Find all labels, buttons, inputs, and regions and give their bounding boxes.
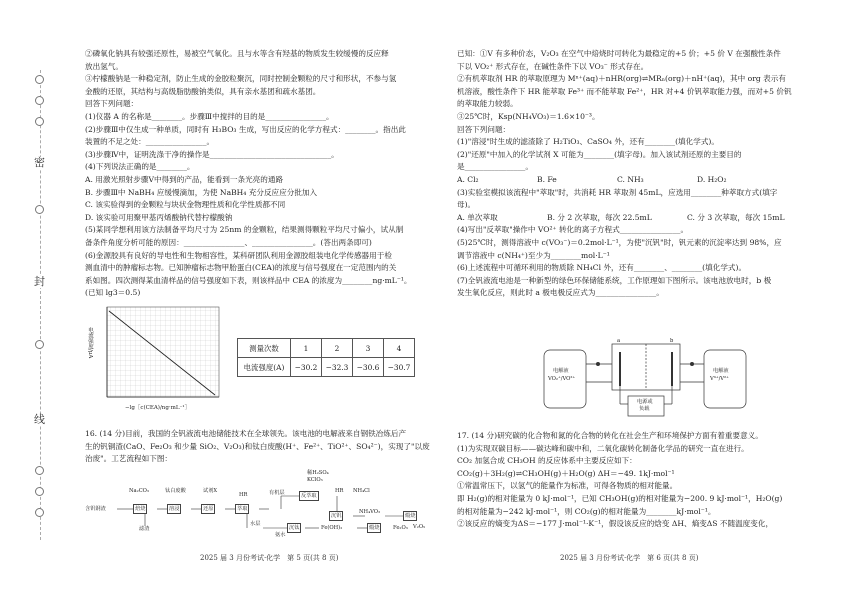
text-line: 的萃取能力较弱。 (457, 99, 518, 109)
left-tank-ions: VO₂⁺/VO²⁺ (548, 376, 576, 382)
text-line: 测血清中的肿瘤标志物。已知肿瘤标志物甲胎蛋白(CEA)的浓度与信号强度在一定范围内的关 (85, 263, 397, 273)
flow-label: Fe(OH)₂ (321, 525, 343, 531)
flow-step: 煅烧 (405, 513, 416, 519)
margin-char-line: 线 (34, 413, 45, 426)
table-cell: 测量次数 (238, 339, 291, 358)
table-cell: 电流强度(A) (238, 358, 291, 377)
text-line: 装置的不足之处：________________。 (85, 137, 215, 147)
text-line: (6)金源胶具有良好的导电性和生物相容性，某科研团队利用金源胶组装电化学传感器用于检 (85, 250, 392, 260)
flow-label: NH₄Cl (353, 488, 370, 494)
text-line: (5)25℃时，测得溶液中 c(VO₃⁻)＝0.2mol·L⁻¹，为使"沉钒"时，钒元素的沉淀率达到 98%，应 (457, 237, 782, 247)
binding-hole (35, 117, 44, 126)
text-line: 生的钒铜渣(CaO、Fe₂O₃ 和少量 SiO₂、V₂O₃)和钛白废酸(H⁺、Fe²⁺、TiO²⁺、SO₄²⁻)，实现了"以废 (85, 441, 430, 451)
flow-step: 萃取 (237, 506, 248, 512)
text-line: ②磷氧化钠具有较强还原性，易被空气氧化。且与水等含有羟基的物质发生较缓慢的反应释 (85, 49, 389, 58)
binding-hole (35, 466, 44, 475)
text-line: ③25℃时，Ksp(NH₄VO₃)＝1.6×10⁻³。 (457, 111, 600, 121)
flow-label: 水层 (250, 521, 261, 527)
binding-hole (35, 487, 44, 496)
left-column (85, 48, 430, 300)
chart-grid (107, 307, 219, 397)
text-line: ③柠檬酸钠是一种稳定剂，防止生成的金胶粒聚沉，同时控制金颗粒的尺寸和形状，不参与氢 (85, 74, 397, 84)
table-row (238, 339, 415, 358)
binding-margin (0, 0, 64, 592)
table-cell: −30.7 (384, 358, 415, 377)
text-line: 系如图。四次测得某血清样品的信号强度如下表，则该样品中 CEA 的浓度为________ng·mL⁻¹。 (85, 275, 412, 285)
right-column (457, 48, 832, 300)
flow-battery-diagram (540, 338, 750, 420)
flow-step: 沉钛 (289, 525, 300, 531)
text-line: 是________________。 (457, 162, 533, 172)
binding-hole (35, 96, 44, 105)
text-line: (2)步骤Ⅲ中仅生成一种单质，同时有 H₃BO₃ 生成，写出反应的化学方程式：________。指出此 (85, 124, 406, 134)
table-cell: 4 (384, 339, 415, 358)
flow-label: NH₄VO₃ (359, 509, 381, 515)
flow-label: 氨水 (275, 532, 286, 538)
margin-char-seal: 密 (34, 156, 45, 169)
option-d: D. H₂O₂ (697, 174, 727, 184)
chart-y-label: 电流强度/μA (87, 327, 93, 359)
text-line: ②有机萃取剂 HR 的萃取原理为 Mⁿ⁺(aq)＋nHR(org)⇌MRₙ(org)＋nH⁺(aq)，其中 org 表示有 (457, 74, 786, 84)
text-line: 机溶液，酸性条件下 HR 能萃取 Fe³⁺ 而不能萃取 Fe²⁺，HR 对+4 价钒萃取能力强，而对+5 价钒 (457, 86, 792, 96)
electrode-a-label: a (617, 338, 621, 344)
text-line: 发生氧化反应，则此时 a 极电极反应式为________________。 (457, 288, 664, 298)
text-line: 治废"。工艺流程如下图： (85, 454, 173, 464)
text-line: 16. (14 分)目前，我国的全钒液流电池储能技术在全球领先。该电池的电解液来自钢铁冶炼后产 (85, 429, 407, 438)
right-tank-label: 电解液 (713, 368, 729, 374)
current-table (237, 338, 415, 377)
text-line: CO₂ 加氢合成 CH₃OH 的反应体系中主要反应如下： (457, 456, 637, 466)
text-line: (4)写出"反萃取"操作中 VO²⁺ 转化的离子方程式________________。 (457, 225, 689, 235)
flow-label: 有机层 (269, 490, 285, 496)
binding-hole (35, 340, 44, 349)
option-a: A. 单次萃取 (457, 212, 498, 222)
page-footer-left: 2025 届 3 月份考试·化学 第 5 页(共 8 页) (200, 554, 339, 562)
option-row (457, 174, 832, 187)
flow-label: Na₂CO₃ (129, 488, 150, 494)
option-b: B. Fe (537, 174, 557, 184)
text-line: CO₂(g)＋3H₂(g)⇌CH₃OH(g)＋H₂O(g) ΔH＝−49. 1kJ·mol⁻¹ (457, 468, 675, 478)
flow-label: V₂O₅ (413, 524, 426, 530)
text-line: 即 H₂(g)的相对能量为 0 kJ·mol⁻¹，已知 CH₃OH(g)的相对能量为−200. 9 kJ·mol⁻¹，H₂O(g) (457, 493, 783, 503)
table-cell: −30.6 (353, 358, 384, 377)
option-c: C. 分 3 次萃取，每次 15mL (687, 212, 785, 222)
load-label: 电源或 (637, 399, 653, 405)
flow-label: 钛白废酸 (165, 488, 186, 494)
chart-x-label: −lg［c(CEA)/ng·mL⁻¹］ (125, 405, 191, 411)
flow-label: 滤渣 (139, 526, 150, 532)
table-row (238, 358, 415, 377)
table-cell: 2 (322, 339, 353, 358)
flow-step: 还原 (203, 506, 214, 512)
text-line: (1)"溶浸"时生成的滤渣除了 H₂TiO₃、CaSO₄ 外，还有________(填化学式)。 (457, 137, 719, 147)
cea-calibration-chart (85, 305, 225, 415)
flow-step: 焙烧 (135, 506, 146, 512)
chart-svg (85, 305, 225, 415)
option-row (457, 212, 832, 225)
flow-step: 煅烧 (369, 525, 380, 531)
table-cell: −32.3 (322, 358, 353, 377)
text-line: 已知：①V 有多种价态，V₂O₃ 在空气中焙烧时可转化为最稳定的+5 价；+5 价 V 在强酸性条件 (457, 49, 781, 58)
text-line: 的相对能量为−242 kJ·mol⁻¹，则 CO₂(g)的相对能量为________kJ·mol⁻¹。 (457, 506, 716, 516)
text-line: (3)步骤Ⅳ中，证明洗涤干净的操作是________________________________。 (85, 149, 339, 159)
text-line: (3)实验室模拟该流程中"萃取"时，共消耗 HR 萃取剂 45mL，应选用________种萃取方式(填字 (457, 187, 778, 197)
text-line: A. 用激光照射步骤Ⅴ中得到的产品，能看到一条光亮的通路 (85, 174, 284, 184)
margin-char-close: 封 (34, 275, 45, 288)
table-cell: 1 (291, 339, 322, 358)
text-line: (6)上述流程中可循环利用的物质除 NH₄Cl 外，还有________、________(填化学式)。 (457, 263, 747, 273)
text-line: 放出氢气。 (85, 61, 123, 71)
binding-hole (35, 75, 44, 84)
q17 (457, 430, 832, 531)
flow-label: KClO₃ (307, 477, 323, 483)
binding-hole (35, 508, 44, 517)
table-cell: 3 (353, 339, 384, 358)
text-line: (2)"还原"中加入的化学试剂 X 可能为________(填字母)。加入该试剂还原的主要目的 (457, 149, 742, 159)
option-a: A. Cl₂ (457, 174, 479, 184)
flow-step: 沉钒 (331, 513, 342, 519)
text-line: (5)某同学想利用该方法制备平均尺寸为 25nm 的金颗粒，结果测得颗粒平均尺寸偏小，试从制 (85, 225, 404, 235)
flow-raw: 含钒钢渣 (85, 506, 106, 512)
text-line: (1)为实现双碳目标——碳达峰和碳中和，二氧化碳转化制备化学品的研究一直在进行。 (457, 443, 749, 453)
right-tank-ions: V³⁺/V²⁺ (710, 376, 729, 382)
text-line: 回答下列问题： (457, 124, 511, 134)
text-line: 17. (14 分)研究碳的化合物和氮的化合物的转化在社会生产和环境保护方面有着重要意义。 (457, 431, 763, 440)
text-line: D. 该实验可用聚甲基丙烯酸钠代替柠檬酸钠 (85, 212, 233, 222)
flow-label: HR (239, 492, 248, 498)
option-c: C. NH₃ (617, 174, 644, 184)
flow-label: 试剂X (203, 488, 218, 494)
text-line: 金酸的还原，其结构与高级脂肪酸钠类似，具有亲水基团和疏水基团。 (85, 86, 321, 96)
text-line: 调节溶液中 c(NH₄⁺)至少为________mol·L⁻¹ (457, 250, 610, 260)
text-line: 备条件角度分析可能的原因：________________、________________。(答出两条即可) (85, 237, 372, 247)
text-line: 下以 VO₂⁺ 形式存在，在碱性条件下以 VO₃⁻ 形式存在。 (457, 61, 649, 71)
text-line: 回答下列问题： (85, 99, 139, 109)
flow-label: HR (335, 488, 344, 494)
text-line: ②该反应的熵变为ΔS＝−177 J·mol⁻¹·K⁻¹，假设该反应的焓变 ΔH、熵变ΔS 不随温度变化， (457, 519, 774, 529)
page-footer-right: 2025 届 3 月份考试·化学 第 6 页(共 8 页) (560, 554, 699, 562)
text-line: 母)。 (457, 200, 476, 210)
option-b: B. 分 2 次萃取，每次 22.5mL (547, 212, 652, 222)
flow-label: 稀H₂SO₄ (307, 470, 329, 476)
flow-label: Fe₂O₃ (393, 525, 408, 531)
binding-hole (35, 205, 44, 214)
left-tank-label: 电解液 (553, 368, 569, 374)
text-line: (已知 lg3＝0.5) (85, 288, 141, 298)
text-line: ①常温常压下，以氢气的能量作为标准，可得各物质的相对能量。 (457, 481, 678, 491)
flow-step: 溶浸 (169, 506, 180, 512)
process-flow (85, 466, 430, 546)
text-line: B. 步骤Ⅲ中 NaBH₄ 应缓慢滴加，为使 NaBH₄ 充分反应应分批加入 (85, 187, 318, 197)
text-line: C. 该实验得到的金颗粒与块状金物理性质和化学性质都不同 (85, 200, 286, 210)
text-line: (1)仪器 A 的名称是________。步骤Ⅲ中搅拌的目的是________________。 (85, 111, 334, 121)
text-line: (7)全钒液流电池是一种新型的绿色环保储能系统，工作原理如下图所示。该电池放电时，b 极 (457, 275, 772, 285)
text-line: (4)下列说法正确的是________。 (85, 162, 195, 172)
q16-intro (85, 428, 430, 466)
flow-step: 反萃取 (301, 493, 317, 499)
electrode-b-label: b (670, 338, 674, 344)
load-label: 负载 (639, 406, 650, 412)
table-cell: −30.2 (291, 358, 322, 377)
